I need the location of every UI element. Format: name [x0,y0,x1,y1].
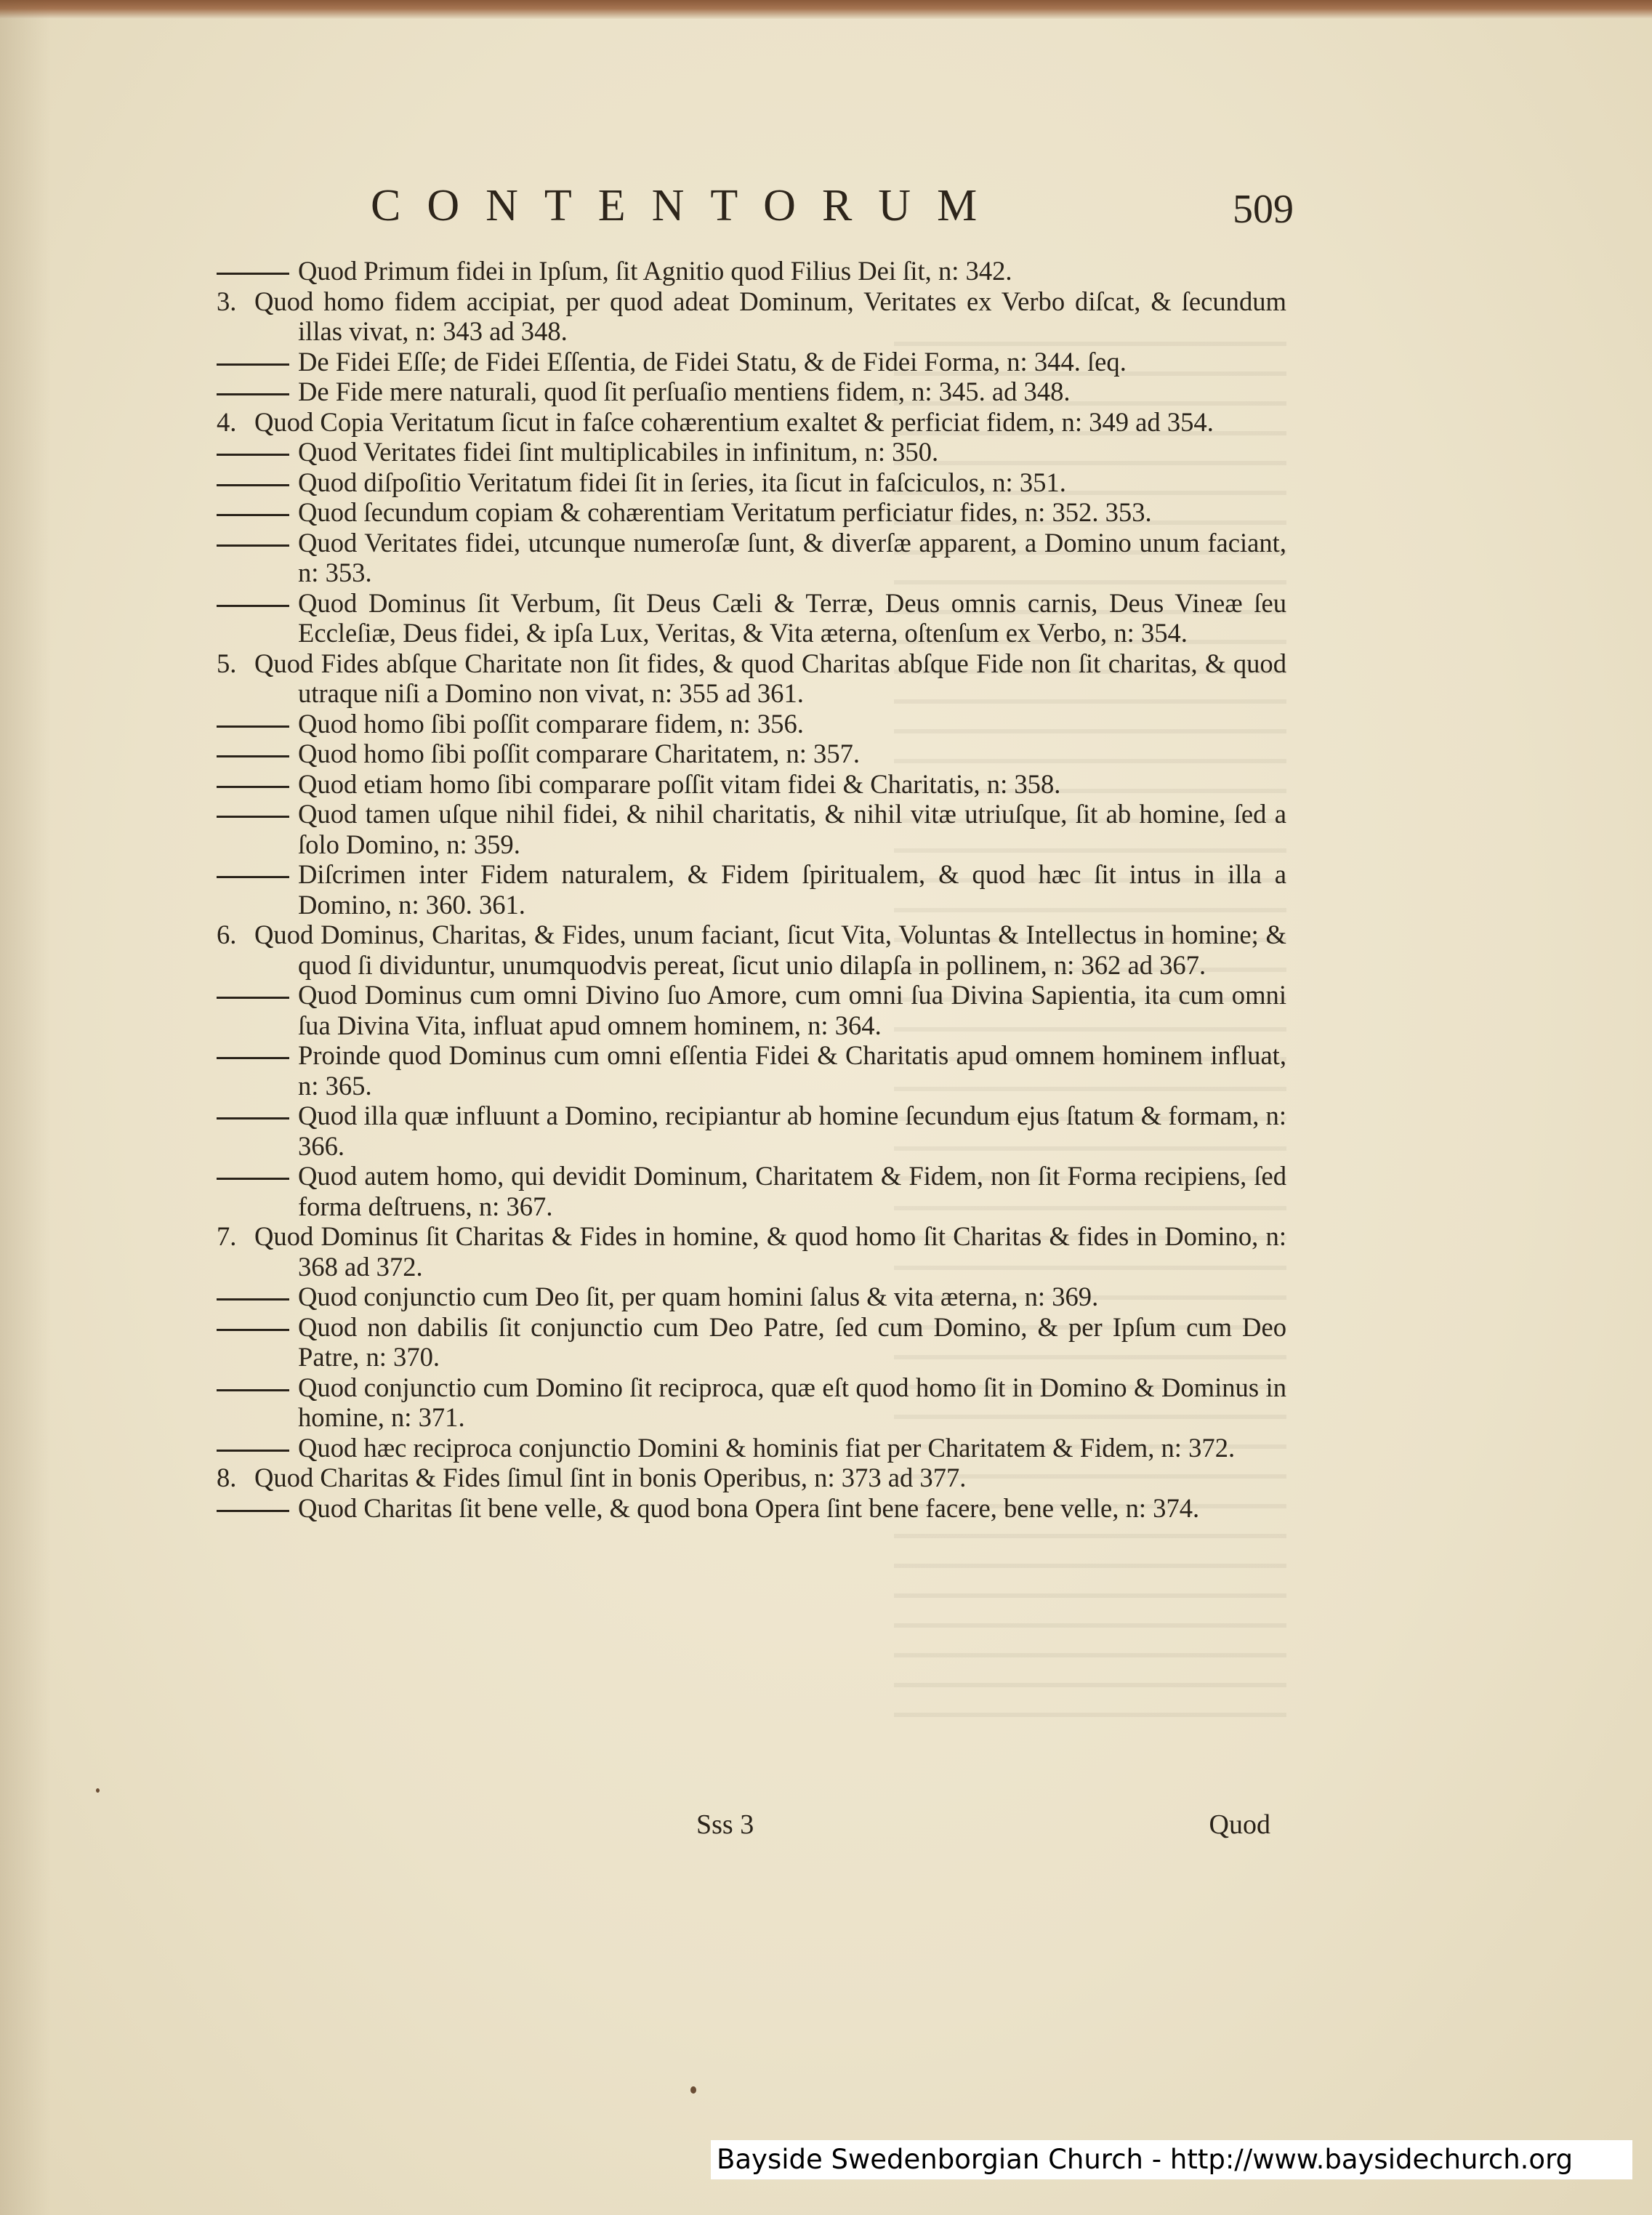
em-rule-dash [217,514,289,516]
entry-text: Quod Copia Veritatum ſicut in faſce cohærentium exaltet & perficiat fidem, n: 349 ad 354. [254,406,1214,437]
sub-entry [217,739,1286,769]
numbered-entry [217,1463,1286,1493]
entry-text: Quod homo fidem accipiat, per quod adeat Dominum, Veritates ex Verbo diſcat, & ſecundum illas vivat, n: 343 ad 348. [254,286,1286,346]
sub-entry [217,528,1286,588]
catchword: Quod [1209,1809,1270,1840]
entry-text: Quod diſpoſitio Veritatum fidei ſit in ſeries, ita ſicut in faſciculos, n: 351. [298,467,1066,497]
sub-entry [217,437,1286,467]
em-rule-dash [217,605,289,607]
em-rule-dash [217,725,289,728]
sub-entry [217,256,1286,286]
em-rule-dash [217,544,289,547]
entry-text: Quod Fides abſque Charitate non ſit fides, & quod Charitas abſque Fide non ſit charitas, & quod utraque niſi a Domino non vivat, n: 355 ad 361. [254,648,1286,708]
sub-entry [217,1161,1286,1221]
em-rule-dash [217,1117,289,1119]
em-rule-dash [217,786,289,788]
sub-entry [217,377,1286,407]
sub-entry [217,980,1286,1040]
entry-text: Quod Charitas ſit bene velle, & quod bona Opera ſint bene facere, bene velle, n: 374. [298,1492,1200,1523]
sub-entry [217,347,1286,377]
entry-text: De Fide mere naturali, quod ſit perſuaſio mentiens fidem, n: 345. ad 348. [298,377,1071,406]
sub-entry [217,859,1286,920]
em-rule-dash [217,363,289,366]
sub-entry [217,709,1286,739]
em-rule-dash [217,393,289,395]
sub-entry [217,1282,1286,1312]
entry-number: 7. [217,1221,237,1251]
em-rule-dash [217,1450,289,1452]
entry-text: Quod conjunctio cum Domino ſit reciproca, quæ eſt quod homo ſit in Domino & Dominus in homine, n: 371. [298,1372,1286,1432]
running-title: CONTENTORUM [371,181,1004,230]
em-rule-dash [217,755,289,757]
em-rule-dash [217,1178,289,1180]
numbered-entry [217,1221,1286,1282]
entry-text: De Fidei Eſſe; de Fidei Eſſentia, de Fidei Statu, & de Fidei Forma, n: 344. ſeq. [298,346,1127,377]
em-rule-dash [217,816,289,818]
entry-text: Quod Charitas & Fides ſimul ſint in bonis Operibus, n: 373 ad 377. [254,1463,967,1492]
entry-number: 8. [217,1463,237,1492]
entry-text: Quod tamen uſque nihil fidei, & nihil charitatis, & nihil vitæ utriuſque, ſit ab homine, ſed a ſolo Domino, n: 359. [298,799,1286,859]
sub-entry [217,1101,1286,1161]
page-header [218,180,1294,246]
signature-mark: Sss 3 [696,1809,754,1840]
entry-text: Proinde quod Dominus cum omni eſſentia Fidei & Charitatis apud omnem hominem influat, n: 365. [298,1040,1286,1101]
entry-text: Quod conjunctio cum Deo ſit, per quam homini ſalus & vita æterna, n: 369. [298,1282,1099,1311]
em-rule-dash [217,1298,289,1301]
ink-speck [690,2086,696,2094]
em-rule-dash [217,454,289,456]
page-top-edge [0,0,1652,19]
entry-text: Quod etiam homo ſibi comparare poſſit vitam fidei & Charitatis, n: 358. [298,768,1061,799]
sub-entry [217,1372,1286,1433]
entry-text: Quod Dominus ſit Charitas & Fides in homine, & quod homo ſit Charitas & fides in Domino, n: 368 ad 372. [254,1221,1286,1282]
entry-text: Quod illa quæ influunt a Domino, recipiantur ab homine ſecundum ejus ſtatum & formam, n: 366. [298,1101,1286,1161]
entry-number: 3. [217,286,237,316]
entry-text: Quod ſecundum copiam & cohærentiam Veritatum perficiatur fides, n: 352. 353. [298,497,1152,527]
ink-speck [96,1788,100,1793]
sub-entry [217,1493,1286,1524]
entry-text: Quod Veritates fidei, utcunque numeroſæ ſunt, & diverſæ apparent, a Domino unum faciant, n: 353. [298,527,1286,587]
numbered-entry [217,407,1286,438]
em-rule-dash [217,1329,289,1331]
entry-text: Quod Primum fidei in Ipſum, ſit Agnitio quod Filius Dei ſit, n: 342. [298,256,1012,286]
entry-text: Diſcrimen inter Fidem naturalem, & Fidem ſpiritualem, & quod hæc ſit intus in illa a Domino, n: 360. 361. [298,859,1286,920]
entry-number: 4. [217,406,237,437]
em-rule-dash [217,273,289,275]
numbered-entry [217,920,1286,980]
entry-text: Quod homo ſibi poſſit comparare Charitatem, n: 357. [298,739,861,768]
entry-text: Quod homo ſibi poſſit comparare fidem, n: 356. [298,708,804,739]
page-number: 509 [1233,187,1294,232]
em-rule-dash [217,1057,289,1059]
sub-entry [217,799,1286,859]
entry-text: Quod Dominus cum omni Divino ſuo Amore, cum omni ſua Divina Sapientia, ita cum omni ſua Divina Vita, influat apud omnem hominem, n: 364. [298,980,1286,1040]
entry-text: Quod non dabilis ſit conjunctio cum Deo Patre, ſed cum Domino, & per Ipſum cum Deo Patre, n: 370. [298,1311,1286,1372]
sub-entry [217,467,1286,498]
sub-entry [217,497,1286,528]
entry-text: Quod Veritates fidei ſint multiplicabiles in infinitum, n: 350. [298,437,939,467]
em-rule-dash [217,1510,289,1512]
watermark-caption: Bayside Swedenborgian Church - http://www.baysidechurch.org [711,2140,1632,2179]
index-entries [217,256,1286,1523]
sub-entry [217,769,1286,800]
em-rule-dash [217,1389,289,1391]
sub-entry [217,1433,1286,1463]
entry-text: Quod Dominus ſit Verbum, ſit Deus Cæli & Terræ, Deus omnis carnis, Deus Vineæ ſeu Eccleſiæ, Deus fidei, & ipſa Lux, Veritas, & Vita æterna, oſtenſum ex Verbo, n: 354. [298,587,1286,648]
sub-entry [217,588,1286,648]
page-footer [217,1809,1286,1845]
em-rule-dash [217,484,289,486]
entry-number: 5. [217,648,237,678]
em-rule-dash [217,997,289,999]
sub-entry [217,1040,1286,1101]
entry-text: Quod autem homo, qui devidit Dominum, Charitatem & Fidem, non ſit Forma recipiens, ſed forma deſtruens, n: 367. [298,1161,1286,1221]
entry-text: Quod Dominus, Charitas, & Fides, unum faciant, ſicut Vita, Voluntas & Intellectus in homine; & quod ſi dividuntur, unumquodvis pereat, ſicut unio dilapſa in pollinem, n: 362 ad 367. [254,920,1286,980]
sub-entry [217,1312,1286,1372]
em-rule-dash [217,876,289,878]
numbered-entry [217,648,1286,709]
gutter-shadow [0,0,51,2215]
numbered-entry [217,286,1286,347]
entry-number: 6. [217,920,237,949]
entry-text: Quod hæc reciproca conjunctio Domini & hominis fiat per Charitatem & Fidem, n: 372. [298,1432,1236,1463]
